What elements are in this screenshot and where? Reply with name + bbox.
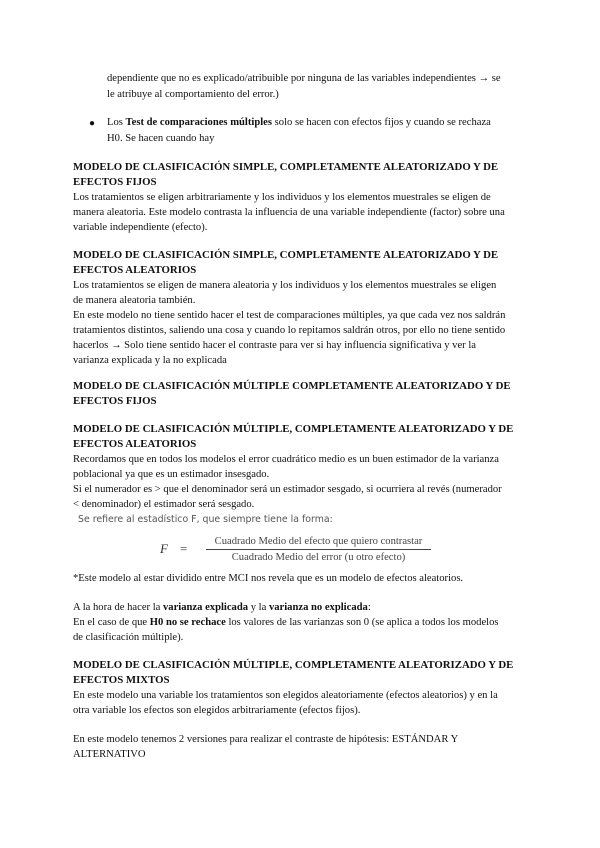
formula-fraction [206,535,431,564]
formula-denominator: Cuadrado Medio del error (u otro efecto) [231,552,406,563]
section-4-line-3: Si el numerador es > que el denominador será un estimador sesgado, si ocurriera al revés (numerador [73,484,502,495]
section-4-line-4: < denominador) el estimador será sesgado. [73,499,255,510]
section-4-line-1: Recordamos que en todos los modelos el error cuadrático medio es un buen estimador de la varianza [73,454,499,465]
fraction-bar [206,549,431,550]
formula-variable: F [160,541,168,556]
section-5-title-2: EFECTOS MIXTOS [73,674,170,686]
varianza-line-2: En el caso de que H0 no se rechace los valores de las varianzas son 0 (se aplica a todos los modelos [73,617,499,628]
section-5-line-1: En este modelo una variable los tratamientos son elegidos aleatoriamente (efectos aleatorios) y en la [73,690,498,701]
section-3-title-2: EFECTOS FIJOS [73,395,157,407]
section-1-line-2: manera aleatoria. Este modelo contrasta la influencia de una variable independiente (factor) sobre una [73,207,505,218]
section-2-title-2: EFECTOS ALEATORIOS [73,264,197,276]
section-2-line-5: hacerlos → Solo tiene sentido hacer el contraste para ver si hay influencia significativa y ver la [73,340,476,351]
section-3-title-1: MODELO DE CLASIFICACIÓN MÚLTIPLE COMPLETAMENTE ALEATORIZADO Y DE [73,380,511,392]
section-4-title-2: EFECTOS ALEATORIOS [73,438,197,450]
varianza-line-3: de clasificación múltiple). [73,632,184,643]
formula-numerator: Cuadrado Medio del efecto que quiero contrastar [214,536,423,547]
section-2-line-1: Los tratamientos se eligen de manera aleatoria y los individuos y los elementos muestrales se eligen [73,280,497,291]
bullet-line-2: H0. Se hacen cuando hay [107,133,215,144]
section-2-title-1: MODELO DE CLASIFICACIÓN SIMPLE, COMPLETAMENTE ALEATORIZADO Y DE [73,249,499,261]
formula-equals: = [180,541,188,556]
section-2-line-2: de manera aleatoria también. [73,295,196,306]
section-1-line-1: Los tratamientos se eligen arbitrariamente y los individuos y los elementos muestrales se eligen de [73,192,491,203]
section-4-line-2: poblacional ya que es un estimador insesgado. [73,469,270,480]
section-4-note: *Este modelo al estar dividido entre MCI nos revela que es un modelo de efectos aleatorios. [73,573,464,584]
varianza-line-1: A la hora de hacer la varianza explicada y la varianza no explicada: [73,602,371,613]
bullet-icon: ● [89,118,96,129]
section-1-title-2: EFECTOS FIJOS [73,176,157,188]
section-5-title-1: MODELO DE CLASIFICACIÓN MÚLTIPLE, COMPLETAMENTE ALEATORIZADO Y DE [73,659,514,671]
f-statistic-formula [160,535,430,565]
intro-line-2: le atribuye al comportamiento del error.) [107,89,279,100]
closing-line-2: ALTERNATIVO [73,749,146,760]
section-2-line-4: tratamientos distintos, saliendo una cosa y cuando lo repitamos saldrán otros, por ello no tiene sentido [73,325,506,336]
closing-line-1: En este modelo tenemos 2 versiones para realizar el contraste de hipótesis: ESTÁNDAR Y [73,734,459,745]
section-1-line-3: variable independiente (efecto). [73,222,208,233]
intro-line-1: dependiente que no es explicado/atribuible por ninguna de las variables independientes → se [107,73,501,84]
section-1-title-1: MODELO DE CLASIFICACIÓN SIMPLE, COMPLETAMENTE ALEATORIZADO Y DE [73,161,499,173]
clipped-note: Se refiere al estadístico F, que siempre tiene la forma: [78,514,333,525]
section-2-line-6: varianza explicada y la no explicada [73,355,227,366]
bullet-line-1: Los Test de comparaciones múltiples solo se hacen con efectos fijos y cuando se rechaza [107,117,491,128]
section-4-title-1: MODELO DE CLASIFICACIÓN MÚLTIPLE, COMPLETAMENTE ALEATORIZADO Y DE [73,423,514,435]
section-5-line-2: otra variable los efectos son elegidos arbitrariamente (efectos fijos). [73,705,361,716]
section-2-line-3: En este modelo no tiene sentido hacer el test de comparaciones múltiples, ya que cada vez nos saldrán [73,310,506,321]
